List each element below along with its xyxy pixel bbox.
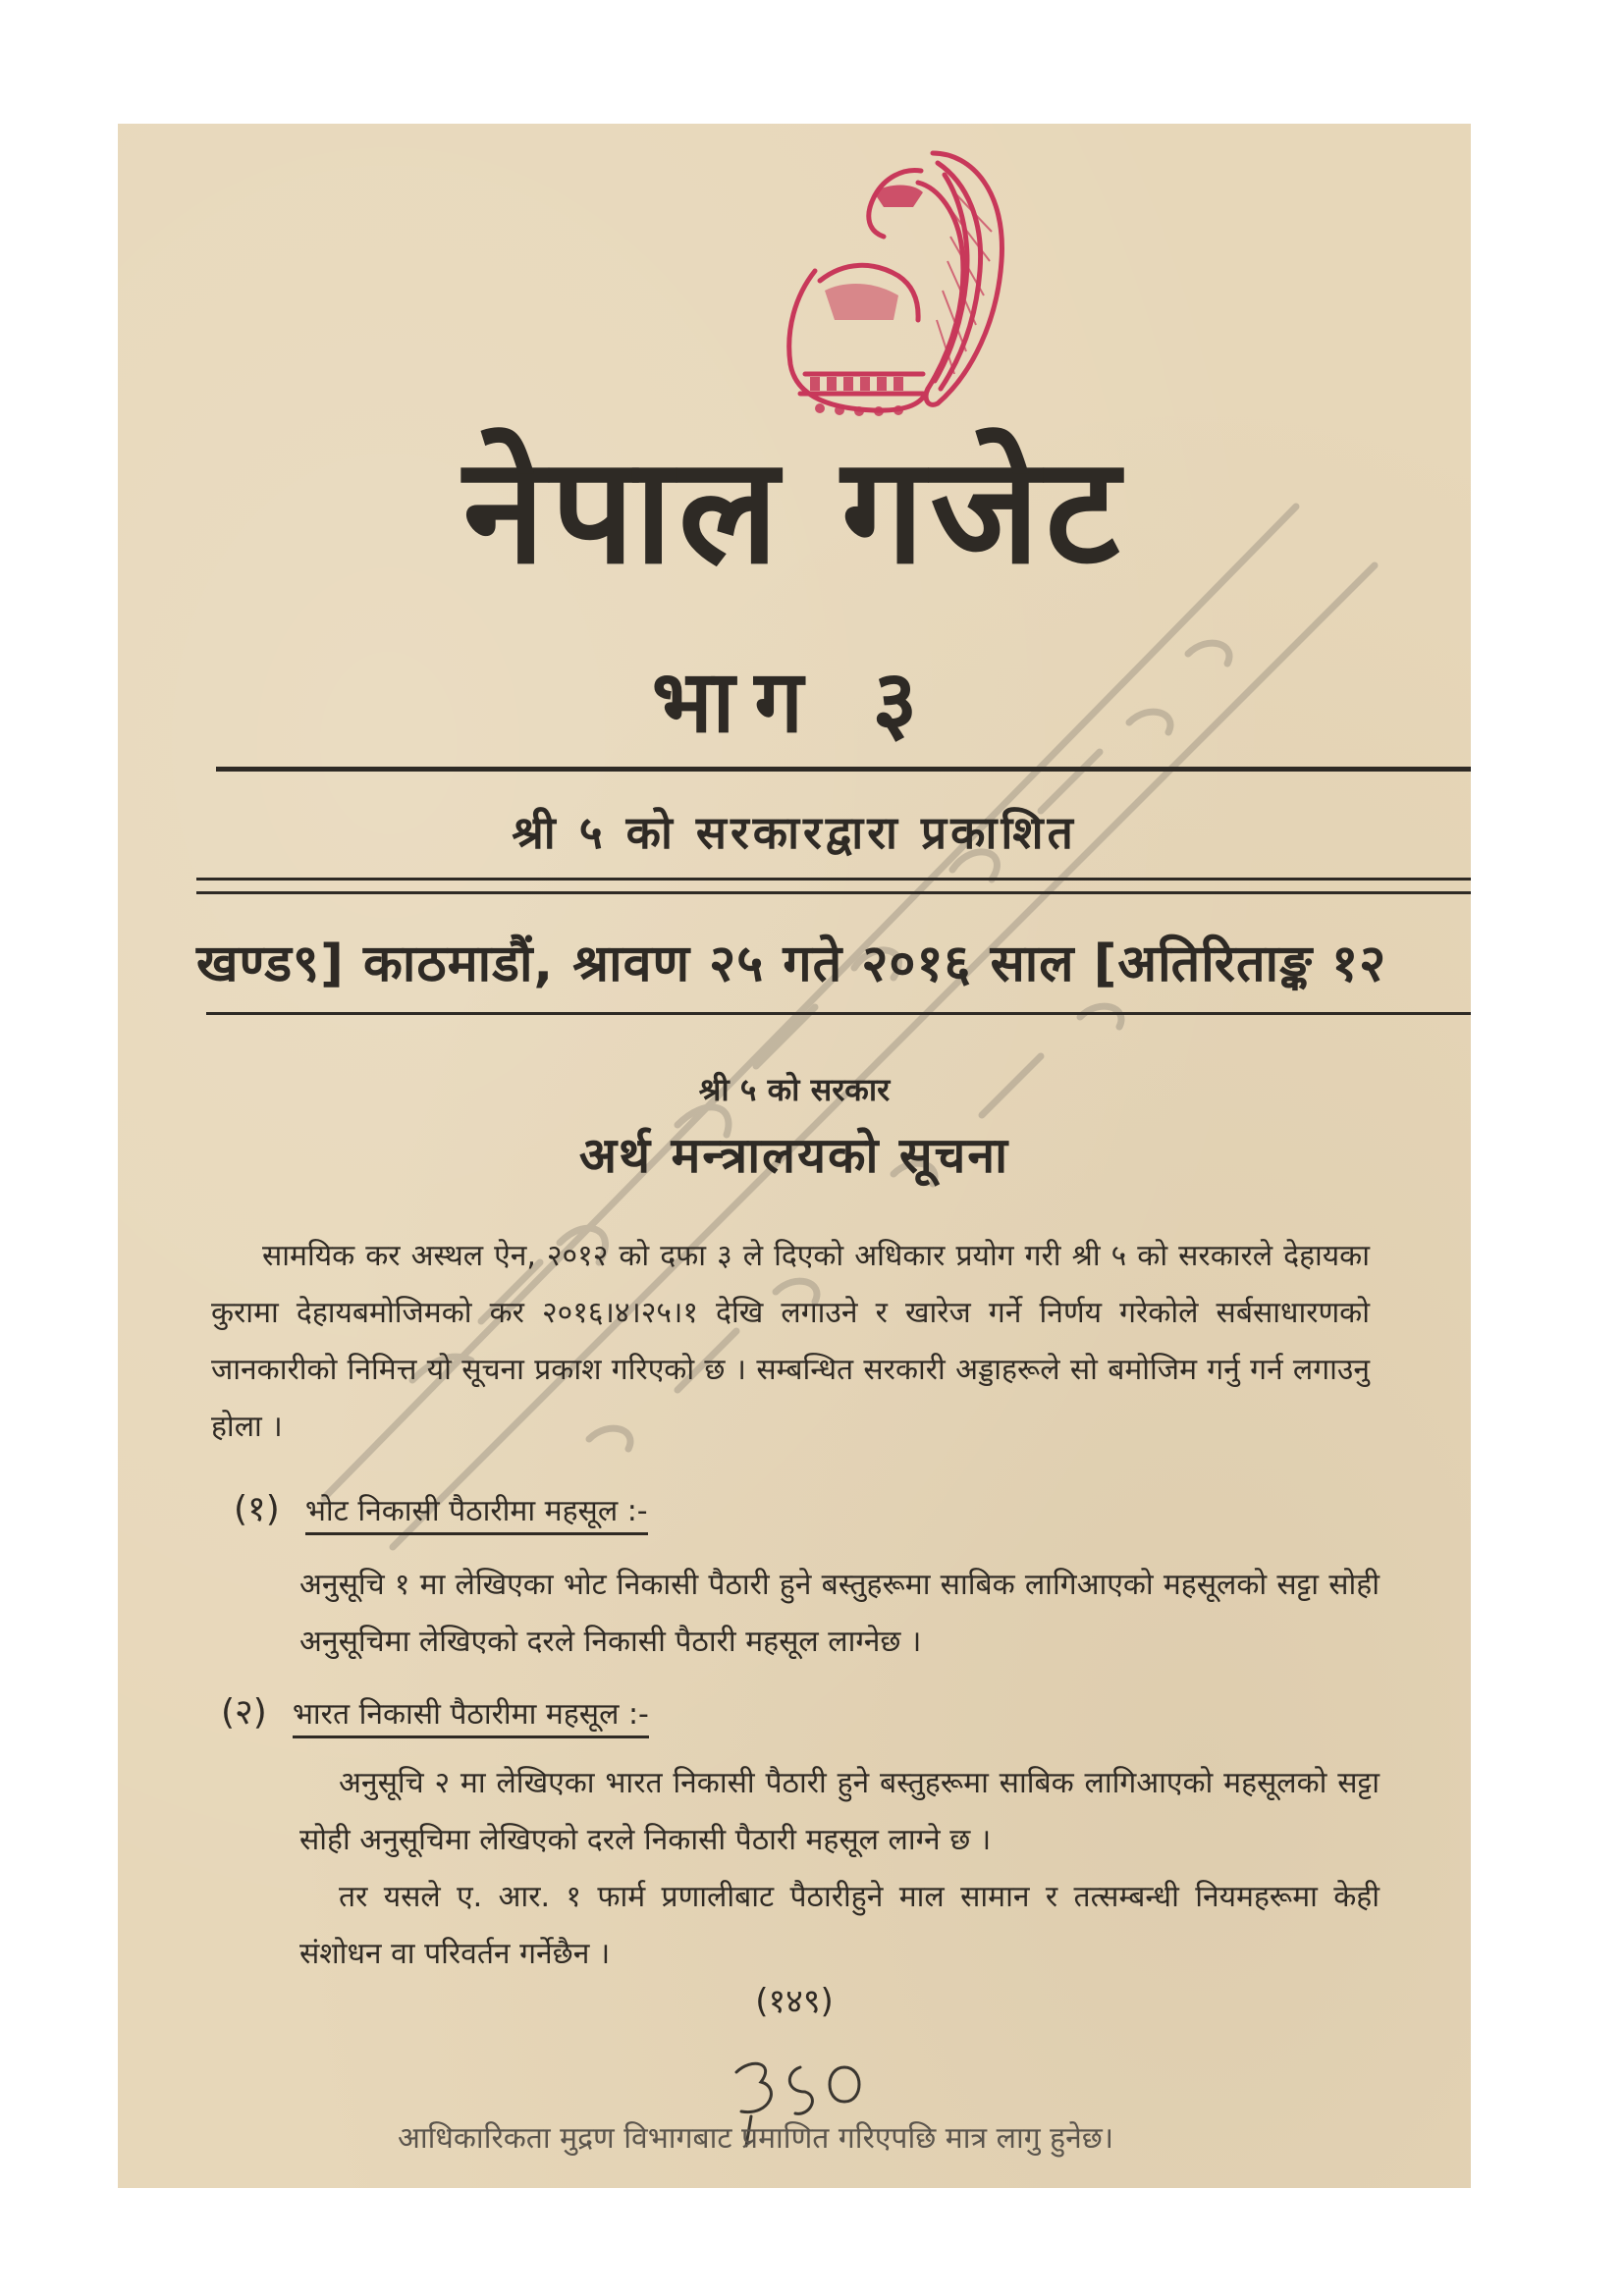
publisher-line: श्री ५ को सरकारद्वारा प्रकाशित (512, 806, 1077, 859)
section-heading (234, 1483, 648, 1531)
authenticity-footer: आधिकारिकता मुद्रण विभागबाट प्रमाणित गरिएपछि मात्र लागु हुनेछ। (398, 2121, 1114, 2156)
section-paragraph: अनुसूचि २ मा लेखिएका भारत निकासी पैठारी हुने बस्तुहरूमा साबिक लागिआएको महसूलको सट्टा सोही अनुसूचिमा लेखिएको दरले निकासी पैठारी महसूल लाग्ने छ । (299, 1766, 1380, 1857)
royal-crown-emblem-icon (727, 124, 1021, 448)
section-heading (221, 1686, 649, 1735)
gazette-part: भाग ३ (651, 651, 938, 752)
section-paragraph: तर यसले ए. आर. १ फार्म प्रणालीबाट पैठारीहुने माल सामान र तत्सम्बन्धी नियमहरूमा केही संशोधन वा परिवर्तन गर्नेछैन । (299, 1880, 1380, 1971)
section-heading-label: भारत निकासी पैठारीमा महसूल :- (293, 1697, 649, 1738)
divider (196, 878, 1471, 881)
gazette-title: नेपाल गजेट (462, 426, 1126, 597)
divider (216, 767, 1471, 772)
notice-title: अर्थ मन्त्रालयको सूचना (578, 1127, 1010, 1184)
section-number: (२) (221, 1692, 267, 1733)
issuing-government: श्री ५ को सरकार (698, 1071, 891, 1108)
page-number: (१४९) (755, 1982, 834, 2021)
divider (206, 1012, 1471, 1015)
section-paragraph: अनुसूचि १ मा लेखिएका भोट निकासी पैठारी हुने बस्तुहरूमा साबिक लागिआएको महसूलको सट्टा सोही अनुसूचिमा लेखिएको दरले निकासी पैठारी महसूल लाग्नेछ । (299, 1568, 1380, 1659)
dateline: खण्ड९] काठमाडौं, श्रावण २५ गते २०१६ साल [अतिरिताङ्क १२ (196, 934, 1387, 993)
gazette-page (118, 124, 1471, 2188)
notice-intro: सामयिक कर अस्थल ऐन, २०१२ को दफा ३ ले दिएको अधिकार प्रयोग गरी श्री ५ को सरकारले देहायका कुरामा देहायबमोजिमको कर २०१६।४।२५।१ देखि लगाउने र खारेज गर्ने निर्णय गरेकोले सर्बसाधारणको जानकारीको निमित्त यो सूचना प्रकाश गरिएको छ । सम्बन्धित सरकारी अड्डाहरूले सो बमोजिम गर्नु गर्न लगाउनु होला । (211, 1239, 1370, 1444)
section-number: (१) (234, 1489, 280, 1529)
divider (196, 891, 1471, 894)
section-heading-label: भोट निकासी पैठारीमा महसूल :- (305, 1494, 648, 1535)
